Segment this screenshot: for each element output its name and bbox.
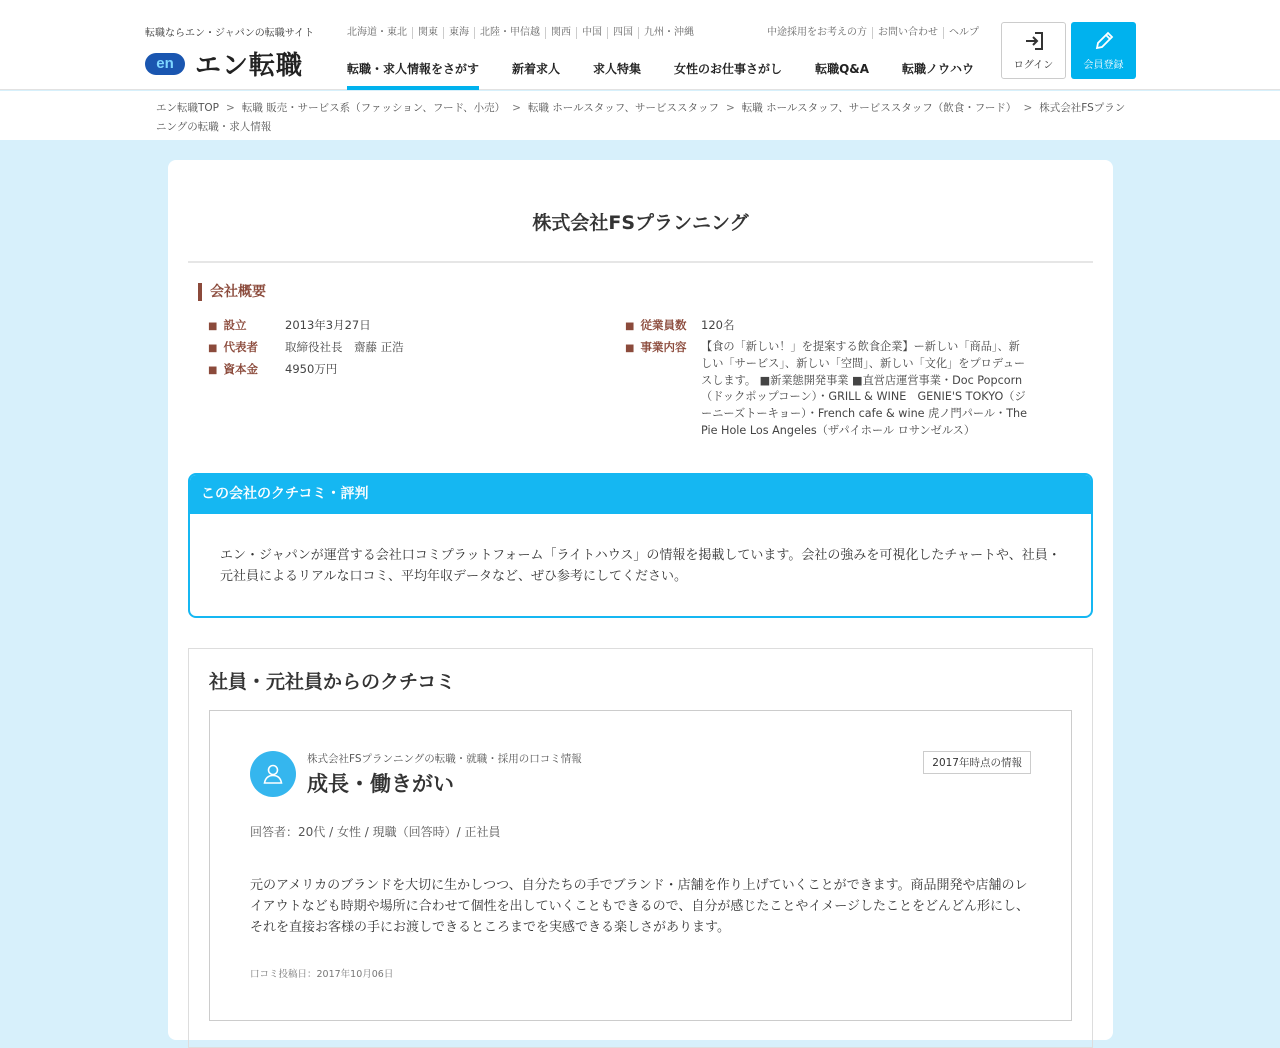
posted-date: 口コミ投稿日：2017年10月06日 [250, 969, 394, 980]
region-link[interactable]: 関東 [412, 27, 443, 39]
founded-value: 2013年3月27日 [285, 318, 371, 332]
representative-label: ■ 代表者 [208, 337, 285, 359]
region-link[interactable]: 関西 [545, 27, 576, 39]
breadcrumb-item[interactable]: 転職 販売・サービス系（ファッション、フード、小売） [241, 102, 506, 114]
help-link[interactable]: ヘルプ [943, 27, 984, 39]
person-icon [261, 762, 285, 786]
business-row [625, 337, 1031, 440]
nav-job-search[interactable]: 転職・求人情報をさがす [347, 60, 479, 90]
review-banner-heading: この会社のクチコミ・評判 [190, 475, 1091, 514]
year-badge: 2017年時点の情報 [923, 751, 1031, 774]
login-icon [1023, 30, 1045, 52]
contact-link[interactable]: お問い合わせ [872, 27, 943, 39]
kuchikomi-section [188, 648, 1093, 1048]
respondent-info: 回答者：20代 / 女性 / 現職（回答時）/ 正社員 [250, 825, 501, 839]
employees-label: ■ 従業員数 [625, 315, 701, 337]
nav-qa[interactable]: 転職Q&A [815, 62, 870, 76]
overview-right [625, 315, 1031, 440]
business-label: ■ 事業内容 [625, 337, 701, 440]
en-logo-icon [145, 53, 185, 75]
main-nav [347, 60, 1007, 90]
region-link[interactable]: 東海 [443, 27, 474, 39]
capital-label: ■ 資本金 [208, 359, 285, 381]
capital-value: 4950万円 [285, 362, 338, 376]
region-link[interactable]: 北海道・東北 [347, 27, 407, 38]
capital-row [208, 359, 404, 381]
nav-new-jobs[interactable]: 新着求人 [512, 62, 561, 76]
founded-row [208, 315, 404, 337]
review-banner [188, 473, 1093, 618]
breadcrumb-separator: > [725, 102, 735, 114]
region-links [347, 27, 699, 39]
breadcrumb-item[interactable]: エン転職TOP [156, 102, 220, 114]
utility-links [767, 27, 984, 39]
login-button[interactable] [1001, 22, 1066, 79]
register-button[interactable] [1071, 22, 1136, 79]
site-tagline: 転職ならエン・ジャパンの転職サイト [145, 28, 315, 39]
logo-area[interactable] [145, 24, 335, 82]
region-link[interactable]: 中国 [576, 27, 607, 39]
kuchikomi-card [209, 710, 1072, 1021]
kuchikomi-category: 成長・働きがい [307, 772, 454, 796]
kuchikomi-body: 元のアメリカのブランドを大切に生かしつつ、自分たちの手でブランド・店舗を作り上げていくことができます。商品開発や店舗のレイアウトなども時期や場所に合わせて個性を出していくこともできるので、自分が感じたことやイメージしたことをどんどん形にし、それを直接お客様の手にお渡しできるところまでを実感できる楽しさがあります。 [250, 878, 1029, 935]
nav-features[interactable]: 求人特集 [593, 62, 642, 76]
register-label: 会員登録 [1083, 60, 1124, 71]
breadcrumb-bar [0, 91, 1280, 140]
user-avatar-icon [250, 751, 296, 797]
region-link[interactable]: 九州・沖縄 [638, 27, 699, 39]
overview-heading: 会社概要 [198, 283, 266, 301]
login-label: ログイン [1013, 60, 1054, 71]
region-link[interactable]: 北陸・甲信越 [474, 27, 545, 39]
representative-value: 取締役社長 齋藤 正浩 [285, 340, 404, 354]
representative-row [208, 337, 404, 359]
site-header [0, 0, 1280, 90]
employees-row [625, 315, 1031, 337]
nav-knowhow[interactable]: 転職ノウハウ [902, 62, 975, 76]
breadcrumb-item[interactable]: 転職 ホールスタッフ、サービススタッフ [527, 102, 719, 114]
business-value: 【食の「新しい！」を提案する飲食企業】ー新しい「商品」、新しい「サービス」、新しい「空間」、新しい「文化」をプロデュースします。 ■新業態開発事業 ■直営店運営事業・Doc Popcorn（ドックポップコーン）・GRILL & WINE GENIE'S TOKYO（ジーニーズトーキョー）・French cafe & wine 虎ノ門パール・The Pie Hole Los Angeles（ザパイホール ロサンゼルス） [701, 340, 1027, 437]
breadcrumb-separator: > [226, 102, 235, 114]
logo-badge-text: en [156, 55, 174, 72]
company-card [168, 160, 1113, 1040]
region-link[interactable]: 四国 [607, 27, 638, 39]
employees-value: 120名 [701, 318, 735, 332]
breadcrumb [156, 99, 1131, 137]
breadcrumb-separator: > [512, 102, 521, 114]
kuchikomi-heading: 社員・元社員からのクチコミ [209, 671, 456, 693]
employer-link[interactable]: 中途採用をお考えの方 [767, 27, 867, 38]
pencil-icon [1093, 30, 1115, 52]
founded-label: ■ 設立 [208, 315, 285, 337]
logo-text: エン転職 [195, 51, 304, 81]
breadcrumb-current: 株式会社FSプランニングの転職・求人情報 [156, 102, 1126, 133]
page-title: 株式会社FSプランニング [532, 212, 749, 234]
breadcrumb-separator: > [1023, 102, 1033, 114]
site-logo[interactable] [145, 45, 335, 82]
overview-left [208, 315, 404, 381]
divider [188, 261, 1093, 263]
kuchikomi-subtitle: 株式会社FSプランニングの転職・就職・採用の口コミ情報 [307, 753, 582, 765]
breadcrumb-item[interactable]: 転職 ホールスタッフ、サービススタッフ（飲食・フード） [741, 102, 1017, 114]
review-banner-body: エン・ジャパンが運営する会社口コミプラットフォーム「ライトハウス」の情報を掲載しています。会社の強みを可視化したチャートや、社員・元社員によるリアルな口コミ、平均年収データなど、ぜひ参考にしてください。 [220, 548, 1061, 584]
nav-women-jobs[interactable]: 女性のお仕事さがし [674, 62, 783, 76]
